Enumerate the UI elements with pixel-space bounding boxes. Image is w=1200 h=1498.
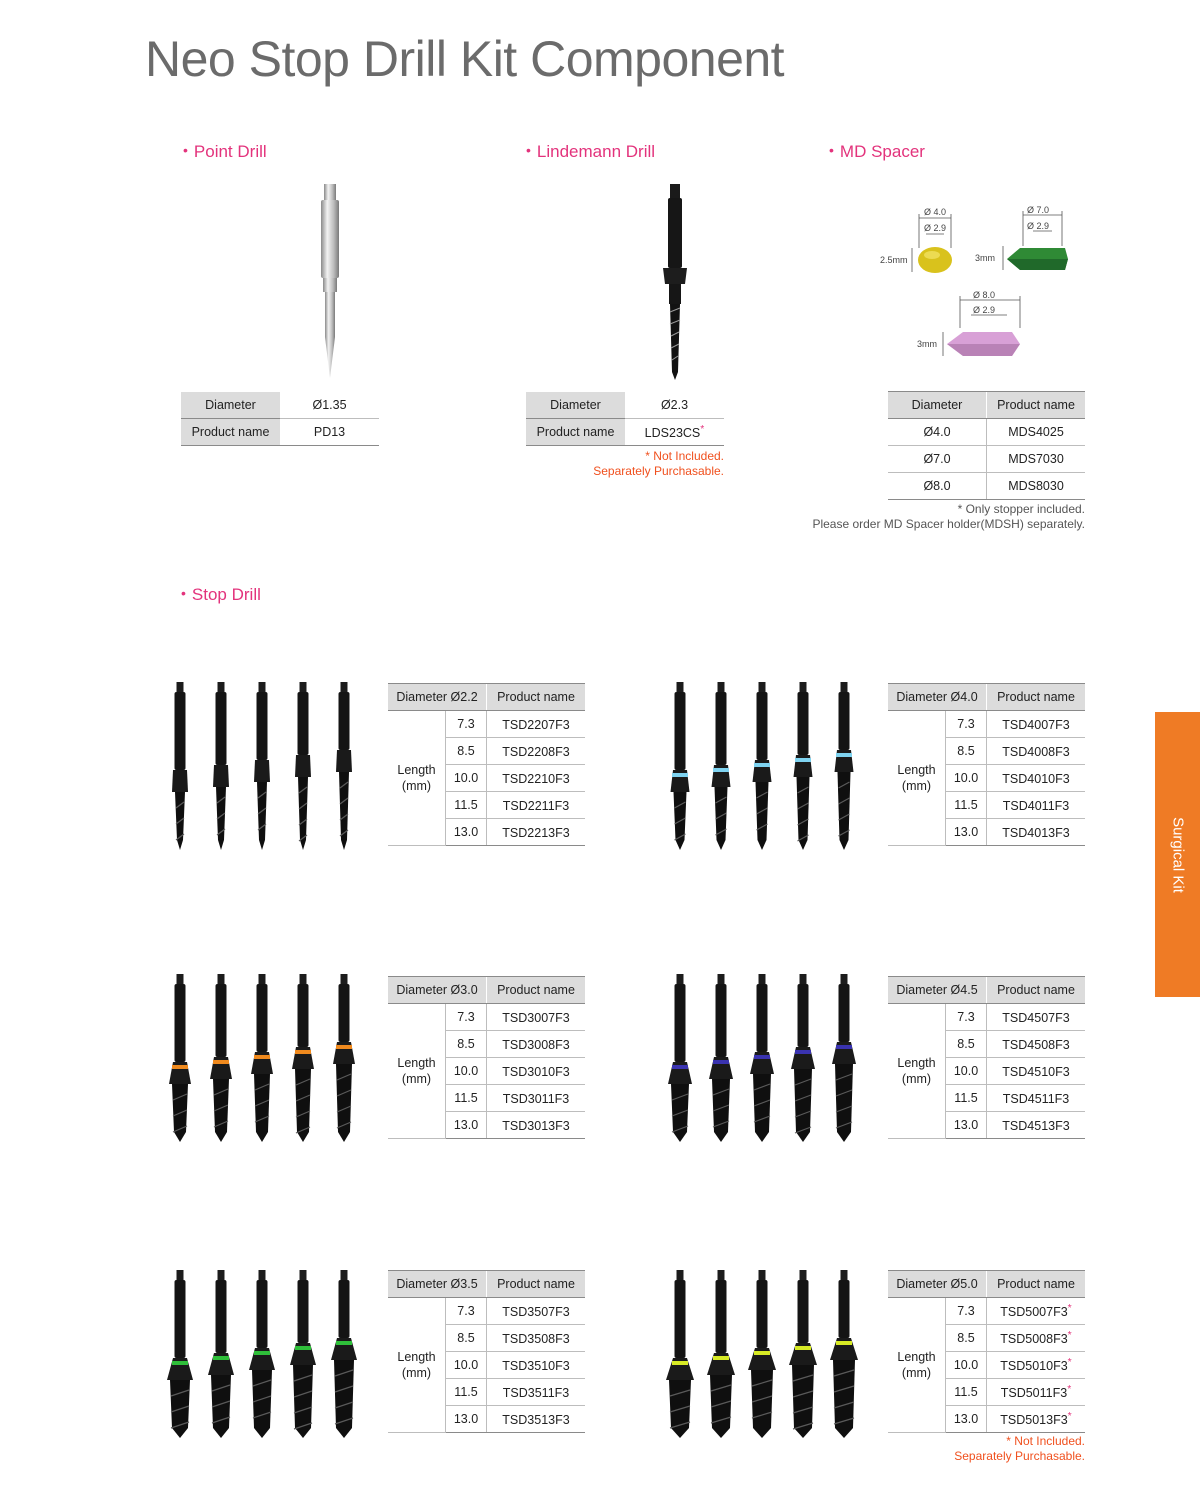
- stop-drill-illustration: [789, 1270, 817, 1438]
- stop-drill-table-3-5: [388, 1270, 585, 1433]
- length-label-2: (mm): [401, 1366, 432, 1380]
- product-code: TSD4510F3: [1002, 1065, 1070, 1080]
- product-code: TSD3007F3: [502, 1011, 570, 1026]
- length-value: 11.5: [446, 1085, 487, 1112]
- product-name: [487, 1112, 586, 1139]
- stop-drill-illustration: [208, 1270, 234, 1438]
- stop-drill-illustration: [830, 1270, 858, 1438]
- product-code: TSD5011F3: [1000, 1386, 1068, 1401]
- length-value: 13.0: [446, 819, 487, 846]
- side-tab-surgical-kit: [1155, 712, 1200, 997]
- length-value: 11.5: [446, 1379, 487, 1406]
- stop-drill-illustration: [668, 974, 692, 1142]
- length-label-2: (mm): [901, 779, 932, 793]
- md-spacer-product: MDS4025: [987, 419, 1086, 446]
- length-value: 7.3: [946, 711, 987, 738]
- md-spacer-product: MDS8030: [987, 473, 1086, 500]
- star-mark: *: [1067, 1302, 1072, 1314]
- spacer-7-0-outer: Ø 7.0: [1027, 205, 1050, 215]
- stop-drill-illustration: [254, 682, 270, 850]
- md-spacer-title: • MD Spacer: [829, 142, 925, 161]
- stop-drill-illustration: [671, 682, 690, 850]
- length-label: [888, 1004, 946, 1139]
- length-label-1: Length: [897, 763, 936, 777]
- stop-drill-product-header: Product name: [487, 977, 586, 1004]
- length-label-2: (mm): [901, 1366, 932, 1380]
- product-code: TSD4507F3: [1002, 1011, 1070, 1026]
- stop-drill-illustration: [753, 682, 772, 850]
- side-tab-label: Surgical Kit: [1169, 816, 1186, 893]
- product-code: TSD4508F3: [1002, 1038, 1070, 1053]
- length-label: [388, 711, 446, 846]
- product-name: [987, 1298, 1086, 1325]
- stop-drill-illustration: [295, 682, 311, 850]
- lindemann-drill-table: [526, 392, 724, 446]
- product-name: [487, 1379, 586, 1406]
- stop-drill-table-4-5: [888, 976, 1085, 1139]
- lindemann-drill-image: [645, 182, 705, 382]
- stop-drill-set-4-5: [660, 972, 870, 1152]
- length-label: [388, 1004, 446, 1139]
- stop-drill-illustration: [794, 682, 813, 850]
- product-name: [987, 1031, 1086, 1058]
- stop-drill-set-4-0: [660, 680, 870, 860]
- length-label: [388, 1298, 446, 1433]
- product-name: [987, 711, 1086, 738]
- length-value: 10.0: [446, 765, 487, 792]
- spacer-4-0-inner: Ø 2.9: [924, 223, 947, 233]
- point-drill-diameter-value: Ø1.35: [280, 392, 379, 419]
- stop-drill-table-4-0: [888, 683, 1085, 846]
- length-label-1: Length: [897, 1056, 936, 1070]
- md-spacer-note: [780, 502, 1085, 532]
- product-name: [987, 1379, 1086, 1406]
- length-value: 7.3: [946, 1298, 987, 1325]
- stop-drill-illustration: [832, 974, 856, 1142]
- stop-drill-table-3-0: [388, 976, 585, 1139]
- product-code: TSD4011F3: [1002, 799, 1070, 814]
- md-spacer-product: MDS7030: [987, 446, 1086, 473]
- stop-drill-illustration: [292, 974, 314, 1142]
- length-label-1: Length: [397, 1056, 436, 1070]
- length-value: 8.5: [446, 1031, 487, 1058]
- stop-drill-set-3-0: [160, 972, 370, 1152]
- spacer-7-0-inner: Ø 2.9: [1027, 221, 1050, 231]
- product-name: [487, 765, 586, 792]
- stop-drill-title-text: Stop Drill: [191, 585, 261, 604]
- stop-drill-diameter-header: Diameter Ø3.0: [388, 977, 487, 1004]
- product-code: TSD4511F3: [1002, 1092, 1070, 1107]
- product-name: [487, 1085, 586, 1112]
- lindemann-diameter-value: Ø2.3: [625, 392, 724, 419]
- product-code: TSD3013F3: [502, 1119, 570, 1134]
- md-spacer-table: [888, 391, 1085, 500]
- product-code: TSD2208F3: [502, 745, 570, 760]
- stop-drill-illustration: [172, 682, 188, 850]
- length-value: 11.5: [446, 792, 487, 819]
- length-value: 11.5: [946, 792, 987, 819]
- star-mark: *: [1067, 1410, 1072, 1422]
- length-value: 11.5: [946, 1379, 987, 1406]
- product-code: TSD5013F3: [1000, 1413, 1068, 1428]
- stop-drill-set-2-2: [160, 680, 370, 860]
- product-name: [987, 1085, 1086, 1112]
- lindemann-note: [524, 449, 724, 479]
- length-value: 7.3: [446, 711, 487, 738]
- product-name: [487, 792, 586, 819]
- length-value: 13.0: [446, 1112, 487, 1139]
- stop-drill-title: • Stop Drill: [181, 585, 261, 604]
- product-code: TSD2213F3: [502, 826, 570, 841]
- spacer-8-0-outer: Ø 8.0: [973, 290, 996, 300]
- stop-drill-illustration: [707, 1270, 735, 1438]
- stop-drill-illustration: [712, 682, 731, 850]
- stop-drill-illustration: [791, 974, 815, 1142]
- lindemann-diameter-label: Diameter: [526, 392, 625, 419]
- length-value: 8.5: [946, 1325, 987, 1352]
- stop-drill-illustration: [210, 974, 232, 1142]
- stop-drill-illustration: [331, 1270, 357, 1438]
- length-value: 8.5: [446, 738, 487, 765]
- spacer-4-0-height: 2.5mm: [880, 255, 908, 265]
- length-value: 7.3: [946, 1004, 987, 1031]
- lindemann-drill-title: • Lindemann Drill: [526, 142, 656, 161]
- product-name: [987, 792, 1086, 819]
- product-code: TSD3507F3: [502, 1305, 570, 1320]
- md-spacer-diameter: Ø4.0: [888, 419, 987, 446]
- length-value: 8.5: [946, 738, 987, 765]
- length-label-1: Length: [397, 1350, 436, 1364]
- stop-drill-note: [885, 1434, 1085, 1464]
- spacer-8-0-height: 3mm: [917, 339, 937, 349]
- lindemann-note-line2: Separately Purchasable.: [593, 464, 724, 478]
- stop-drill-note-line2: Separately Purchasable.: [954, 1449, 1085, 1463]
- length-label-1: Length: [897, 1350, 936, 1364]
- lindemann-product-value: LDS23CS: [644, 426, 701, 441]
- lindemann-drill-title-text: Lindemann Drill: [536, 142, 656, 161]
- length-value: 13.0: [946, 1406, 987, 1433]
- length-value: 11.5: [946, 1085, 987, 1112]
- product-code: TSD5008F3: [1000, 1332, 1068, 1347]
- product-name: [987, 1325, 1086, 1352]
- product-name: [487, 738, 586, 765]
- product-name: [987, 1058, 1086, 1085]
- spacer-4-0: [880, 207, 952, 273]
- stop-drill-diameter-header: Diameter Ø5.0: [888, 1271, 987, 1298]
- product-name: [487, 1298, 586, 1325]
- product-code: TSD4010F3: [1002, 772, 1070, 787]
- stop-drill-diameter-header: Diameter Ø2.2: [388, 684, 487, 711]
- product-code: TSD4513F3: [1002, 1119, 1070, 1134]
- lindemann-product-cell: [625, 419, 724, 446]
- md-spacer-diagram: [875, 200, 1085, 365]
- lindemann-product-label: Product name: [526, 419, 625, 446]
- product-name: [987, 1352, 1086, 1379]
- md-spacer-diameter: Ø7.0: [888, 446, 987, 473]
- length-value: 7.3: [446, 1004, 487, 1031]
- stop-drill-product-header: Product name: [987, 977, 1086, 1004]
- product-name: [987, 765, 1086, 792]
- product-name: [487, 1406, 586, 1433]
- length-value: 10.0: [446, 1352, 487, 1379]
- stop-drill-illustration: [167, 1270, 193, 1438]
- md-spacer-title-text: MD Spacer: [839, 142, 925, 161]
- product-code: TSD2210F3: [502, 772, 570, 787]
- stop-drill-illustration: [666, 1270, 694, 1438]
- length-label: [888, 711, 946, 846]
- star-mark: *: [1067, 1383, 1072, 1395]
- product-code: TSD3010F3: [502, 1065, 570, 1080]
- product-code: TSD3510F3: [502, 1359, 570, 1374]
- spacer-7-0-height: 3mm: [975, 253, 995, 263]
- md-spacer-note-line1: * Only stopper included.: [957, 502, 1085, 516]
- stop-drill-illustration: [169, 974, 191, 1142]
- md-spacer-diameter: Ø8.0: [888, 473, 987, 500]
- length-value: 7.3: [446, 1298, 487, 1325]
- point-drill-table: [181, 392, 379, 446]
- stop-drill-diameter-header: Diameter Ø3.5: [388, 1271, 487, 1298]
- lindemann-note-line1: * Not Included.: [645, 449, 724, 463]
- product-code: TSD3011F3: [502, 1092, 570, 1107]
- length-value: 8.5: [946, 1031, 987, 1058]
- md-spacer-header-diameter: Diameter: [888, 392, 987, 419]
- stop-drill-illustration: [709, 974, 733, 1142]
- product-code: TSD5010F3: [1000, 1359, 1068, 1374]
- stop-drill-product-header: Product name: [487, 684, 586, 711]
- length-value: 10.0: [446, 1058, 487, 1085]
- stop-drill-illustration: [750, 974, 774, 1142]
- spacer-4-0-outer: Ø 4.0: [924, 207, 947, 217]
- length-value: 13.0: [946, 819, 987, 846]
- stop-drill-product-header: Product name: [487, 1271, 586, 1298]
- product-code: TSD3513F3: [502, 1413, 570, 1428]
- star-mark: *: [1067, 1356, 1072, 1368]
- md-spacer-note-line2: Please order MD Spacer holder(MDSH) separately.: [812, 517, 1085, 531]
- stop-drill-set-3-5: [160, 1268, 370, 1448]
- length-label-2: (mm): [901, 1072, 932, 1086]
- length-value: 8.5: [446, 1325, 487, 1352]
- stop-drill-illustration: [251, 974, 273, 1142]
- length-value: 13.0: [446, 1406, 487, 1433]
- point-drill-product-label: Product name: [181, 419, 280, 446]
- md-spacer-header-product: Product name: [987, 392, 1086, 419]
- stop-drill-product-header: Product name: [987, 684, 1086, 711]
- product-code: TSD3508F3: [502, 1332, 570, 1347]
- product-code: TSD4013F3: [1002, 826, 1070, 841]
- star-mark: *: [1067, 1329, 1072, 1341]
- product-name: [987, 1112, 1086, 1139]
- not-included-star: *: [700, 423, 705, 435]
- stop-drill-diameter-header: Diameter Ø4.5: [888, 977, 987, 1004]
- stop-drill-illustration: [336, 682, 352, 850]
- length-value: 10.0: [946, 1352, 987, 1379]
- stop-drill-product-header: Product name: [987, 1271, 1086, 1298]
- length-label-2: (mm): [401, 779, 432, 793]
- product-name: [487, 1352, 586, 1379]
- stop-drill-note-line1: * Not Included.: [1006, 1434, 1085, 1448]
- product-name: [487, 1058, 586, 1085]
- stop-drill-illustration: [333, 974, 355, 1142]
- product-code: TSD2207F3: [502, 718, 570, 733]
- page-title: Neo Stop Drill Kit Component: [145, 31, 785, 87]
- stop-drill-illustration: [748, 1270, 776, 1438]
- product-code: TSD5007F3: [1000, 1305, 1068, 1320]
- spacer-8-0-inner: Ø 2.9: [973, 305, 996, 315]
- length-value: 10.0: [946, 1058, 987, 1085]
- product-name: [987, 1004, 1086, 1031]
- product-code: TSD4007F3: [1002, 718, 1070, 733]
- stop-drill-illustration: [290, 1270, 316, 1438]
- product-code: TSD3511F3: [502, 1386, 570, 1401]
- product-name: [487, 1004, 586, 1031]
- length-value: 13.0: [946, 1112, 987, 1139]
- length-label-1: Length: [397, 763, 436, 777]
- length-label: [888, 1298, 946, 1433]
- stop-drill-set-5-0: [660, 1268, 870, 1448]
- product-name: [987, 1406, 1086, 1433]
- spacer-8-0: [917, 290, 1020, 356]
- product-code: TSD3008F3: [502, 1038, 570, 1053]
- stop-drill-illustration: [213, 682, 229, 850]
- spacer-7-0: [975, 205, 1068, 270]
- point-drill-image: [300, 180, 360, 385]
- stop-drill-table-5-0: [888, 1270, 1085, 1433]
- product-name: [987, 738, 1086, 765]
- point-drill-title-text: Point Drill: [193, 142, 267, 161]
- product-name: [487, 711, 586, 738]
- length-value: 10.0: [946, 765, 987, 792]
- length-label-2: (mm): [401, 1072, 432, 1086]
- stop-drill-table-2-2: [388, 683, 585, 846]
- product-name: [487, 1031, 586, 1058]
- stop-drill-diameter-header: Diameter Ø4.0: [888, 684, 987, 711]
- stop-drill-illustration: [249, 1270, 275, 1438]
- product-name: [987, 819, 1086, 846]
- product-code: TSD2211F3: [502, 799, 570, 814]
- point-drill-title: • Point Drill: [183, 142, 267, 161]
- product-code: TSD4008F3: [1002, 745, 1070, 760]
- point-drill-product-value: PD13: [280, 419, 379, 446]
- product-name: [487, 1325, 586, 1352]
- stop-drill-illustration: [835, 682, 854, 850]
- point-drill-diameter-label: Diameter: [181, 392, 280, 419]
- product-name: [487, 819, 586, 846]
